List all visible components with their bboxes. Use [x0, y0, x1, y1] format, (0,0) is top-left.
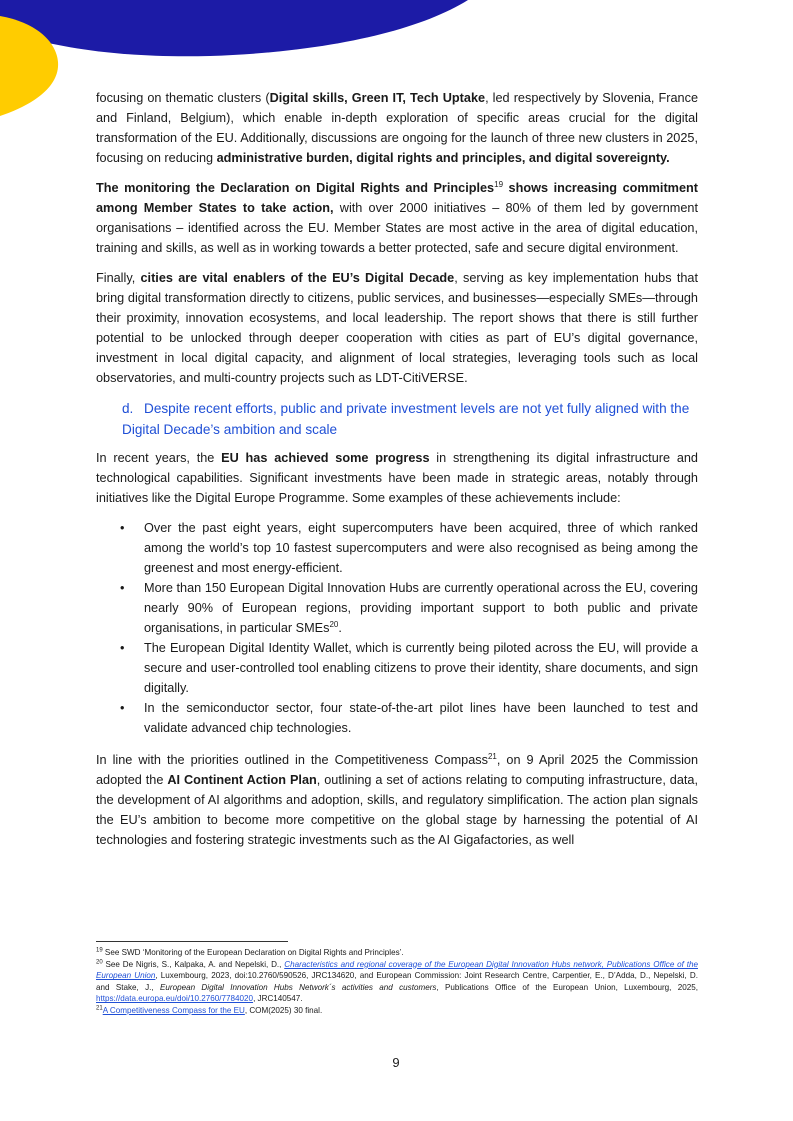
list-item: • In the semiconductor sector, four state-of-the-art pilot lines have been launched to test and validate advanced chip technologies.	[96, 698, 698, 738]
list-item: • Over the past eight years, eight supercomputers have been acquired, three of which ranked among the world’s top 10 fastest supercomputers and were also recognised as being among the greenest and most energy-efficient.	[96, 518, 698, 578]
section-heading-d: d. Despite recent efforts, public and private investment levels are not yet fully aligned with the Digital Decade’s ambition and scale	[122, 401, 690, 437]
main-content	[96, 88, 698, 860]
bullet-icon: •	[120, 641, 125, 655]
blue-band-shape	[0, 0, 468, 56]
footnote-link-edih-report[interactable]: Characteristics and regional coverage of the European Digital Innovation Hubs network, Publications Office of the European Union	[96, 959, 698, 981]
paragraph-declaration: The monitoring the Declaration on Digital Rights and Principles$^{19}$ shows increasing commitment among Member States to take action, with over 2000 initiatives – 80% of them led by government organisations – identified across the EU. Member States are most active in the area of digital education, training and skills, as well as in working towards a better protected, safe and secure digital environment.	[96, 179, 698, 255]
footnote-link-doi[interactable]: https://data.europa.eu/doi/10.2760/7784020	[96, 994, 254, 1004]
bullet-icon: •	[120, 581, 125, 595]
paragraph-ai-continent: In line with the priorities outlined in the Competitiveness Compass$^{21}$, on 9 April 2025 the Commission adopted the AI Continent Action Plan, outlining a set of actions relating to computing infrastructure, data, the development of AI algorithms and adoption, skills, and regulatory simplification. The action plan signals the EU’s ambition to become more competitive on the global stage by harnessing the potential of AI technologies and fostering strategic investments such as the AI Gigafactories, as well	[96, 751, 699, 847]
list-item: • More than 150 European Digital Innovation Hubs are currently operational across the EU, covering nearly 90% of European regions, providing important support to both public and private organisations, in particular SMEs$^{20}$.	[96, 578, 698, 638]
page-number: 9	[392, 1055, 400, 1070]
footnotes	[96, 947, 698, 1017]
footnote-link-compass[interactable]: A Competitiveness Compass for the EU	[102, 1005, 245, 1015]
footnote-ref-21[interactable]: 21	[487, 751, 497, 761]
paragraph-cities: Finally, cities are vital enablers of the EU’s Digital Decade, serving as key implementation hubs that bring digital transformation directly to citizens, public services, and businesses—especially SMEs—through their proximity, innovation ecosystems, and local leadership. The report shows that there is still further potential to be unlocked through deeper cooperation with cities as part of EU’s digital governance, investment in local digital capacity, and alignment of local strategies, leveraging tools such as local observatories, and multi-country projects such as LDT-CitiVERSE.	[96, 271, 698, 385]
footnote-ref-20[interactable]: 20	[329, 619, 339, 629]
achievements-list	[96, 518, 698, 738]
list-item: • The European Digital Identity Wallet, which is currently being piloted across the EU, will provide a secure and user-controlled tool enabling citizens to prove their identity, share documents, and sign digitally.	[96, 638, 698, 698]
bullet-icon: •	[120, 701, 125, 715]
paragraph-clusters: focusing on thematic clusters (Digital skills, Green IT, Tech Uptake, led respectively by Slovenia, France and Finland, Belgium), which enable in-depth exploration of specific areas crucial for the digital transformation of the EU. Additionally, discussions are ongoing for the launch of three new clusters in 2025, focusing on reducing administrative burden, digital rights and principles, and digital sovereignty.	[96, 91, 699, 165]
footnote-separator	[96, 941, 288, 942]
paragraph-progress: In recent years, the EU has achieved some progress in strengthening its digital infrastructure and technological capabilities. Significant investments have been made in strategic areas, notably through initiatives like the Digital Europe Programme. Some examples of these achievements include:	[96, 451, 698, 505]
footnote-20: $^{20}$ See De Nigris, S., Kalpaka, A. and Nepelski, D., Characteristics and regional coverage of the European Digital Innovation Hubs network, Publications Office of the European Union, Luxembourg, 2023, doi:10.2760/590526, JRC134620, and European Commission: Joint Research Centre, Carpentier, E., D’Adda, D., Nepelski, D. and Stake, J., European Digital Innovation Hubs Network´s activities and customers, Publications Office of the European Union, Luxembourg, 2025, https://data.europa.eu/doi/10.2760/7784020, JRC140547.	[96, 958, 698, 1004]
footnote-ref-19[interactable]: 19	[494, 179, 504, 189]
footnote-19: $^{19}$ See SWD ‘Monitoring of the European Declaration on Digital Rights and Principles’.	[96, 947, 404, 957]
footnote-21: $^{21}$A Competitiveness Compass for the EU, COM(2025) 30 final.	[96, 1005, 323, 1015]
bullet-icon: •	[120, 521, 125, 535]
